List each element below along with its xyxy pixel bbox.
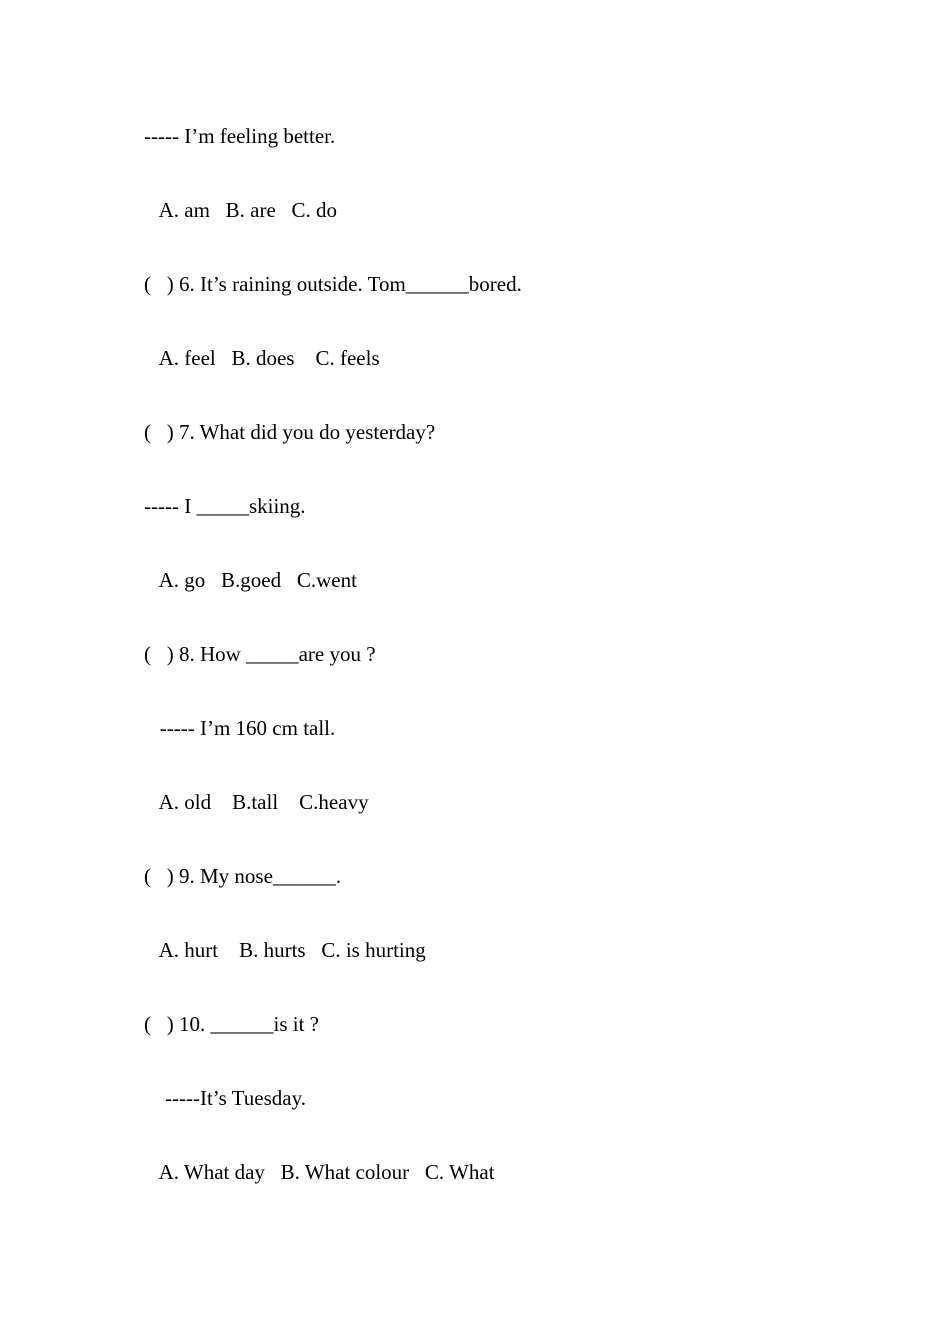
question-9: ( ) 9. My nose______.	[144, 864, 342, 888]
answer-line-q7: ----- I _____skiing.	[144, 494, 306, 518]
question-8: ( ) 8. How _____are you ?	[144, 642, 376, 666]
question-10: ( ) 10. ______is it ?	[144, 1012, 319, 1036]
answer-line-q5: ----- I’m feeling better.	[144, 124, 336, 148]
options-q9: A. hurt B. hurts C. is hurting	[144, 938, 426, 962]
options-q10: A. What day B. What colour C. What	[144, 1160, 495, 1184]
question-6: ( ) 6. It’s raining outside. Tom______bored.	[144, 272, 522, 296]
options-q5: A. am B. are C. do	[144, 198, 338, 222]
answer-line-q8: ----- I’m 160 cm tall.	[144, 716, 336, 740]
options-q7: A. go B.goed C.went	[144, 568, 357, 592]
answer-line-q10: -----It’s Tuesday.	[144, 1086, 306, 1110]
options-q8: A. old B.tall C.heavy	[144, 790, 369, 814]
options-q6: A. feel B. does C. feels	[144, 346, 380, 370]
question-7: ( ) 7. What did you do yesterday?	[144, 420, 436, 444]
